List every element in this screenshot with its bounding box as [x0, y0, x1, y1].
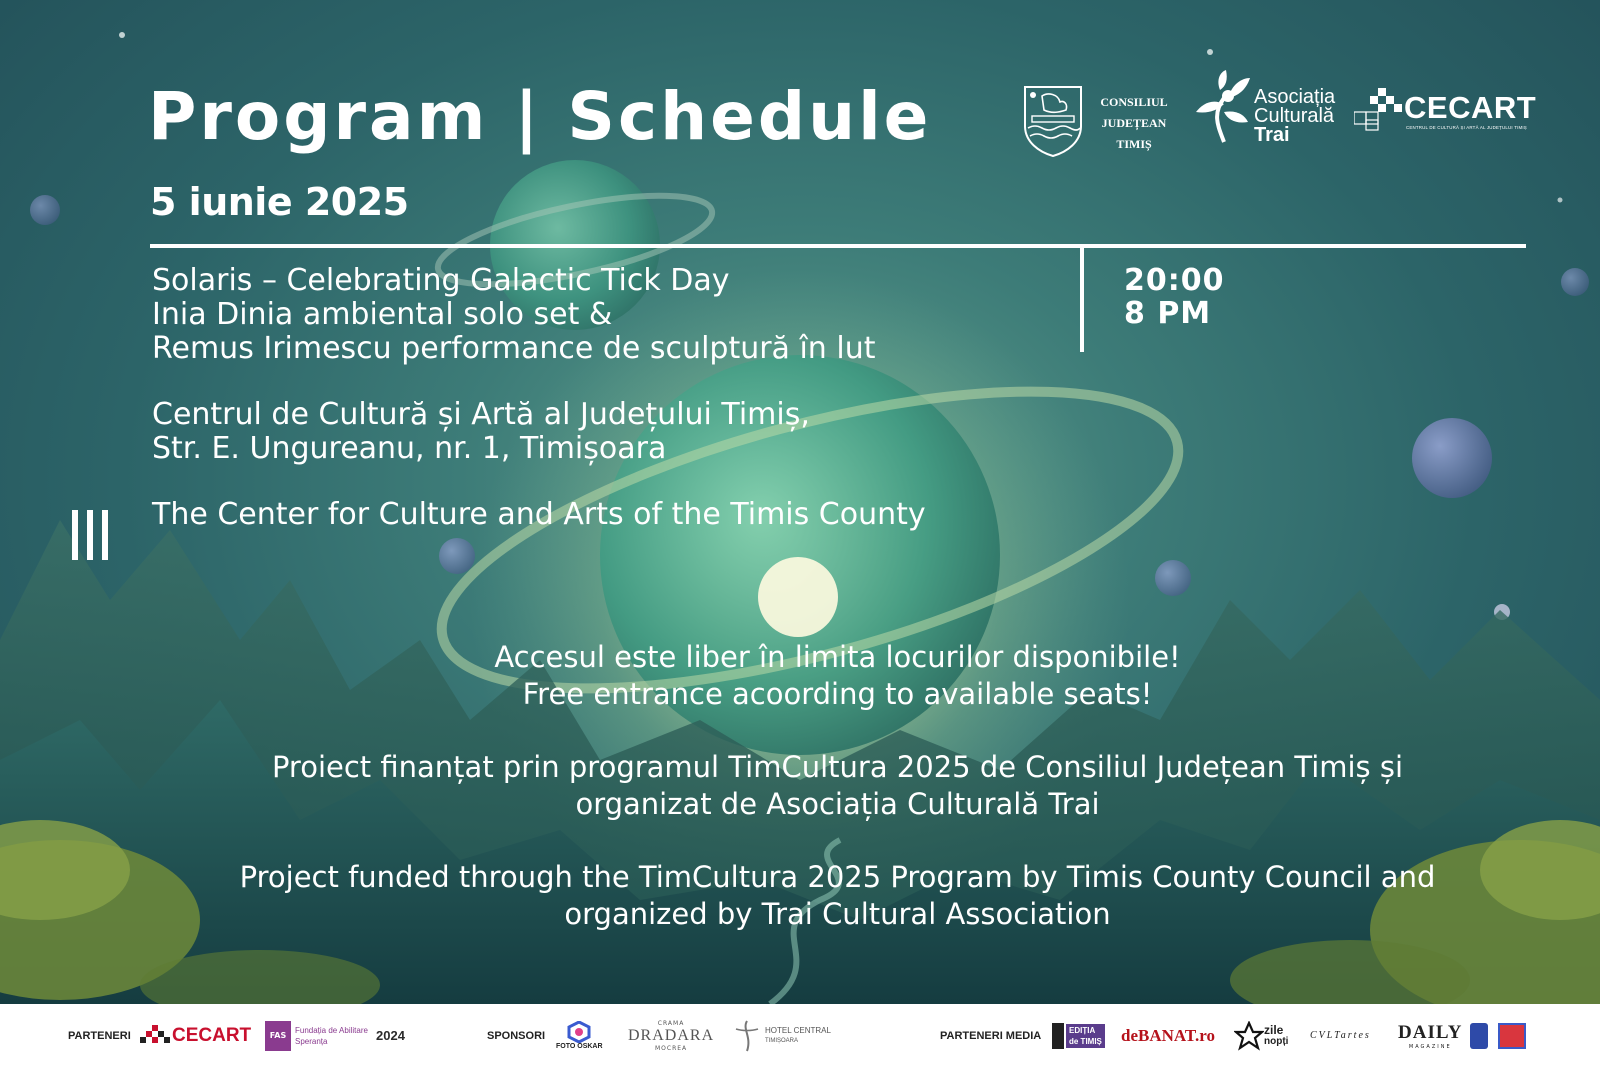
camera-aperture-icon [567, 1021, 591, 1043]
trai-flower-icon [1194, 68, 1254, 144]
sponsor-dradara-logo: CRAMA DRADARA MOCREA [628, 1019, 715, 1052]
cecart-mini-icon [140, 1023, 170, 1049]
cecart-logo-subtitle: CENTRUL DE CULTURĂ ȘI ARTĂ AL JUDEȚULUI TIMIȘ [1406, 125, 1527, 130]
trai-logo-line-2: Culturală [1254, 105, 1335, 127]
funding-notice-en-2: organized by Trai Cultural Association [564, 897, 1111, 931]
header-divider [150, 244, 1526, 248]
u-badge-icon [1470, 1023, 1488, 1049]
media-debanat-logo: deBANAT.ro [1121, 1025, 1215, 1045]
media-partners-label: PARTENERI MEDIA [940, 1029, 1042, 1042]
venue-line-1: Centrul de Cultură și Artă al Județului Timiș, [152, 397, 810, 432]
funding-notice-ro-1: Proiect finanțat prin programul TimCultura 2025 de Consiliul Județean Timiș și [271, 750, 1404, 784]
media-zile-nopti-logo: zile nopți [1234, 1004, 1288, 1067]
event-title: Solaris – Celebrating Galactic Tick Day [152, 263, 730, 298]
funding-notice-ro-2: organizat de Asociația Culturală Trai [575, 787, 1100, 821]
event-time-12h: 8 PM [1124, 296, 1212, 331]
media-daily-magazine-logo: DAILY MAGAZINE [1398, 1021, 1463, 1050]
page-title: Program | Schedule [148, 78, 932, 155]
cecart-logo [1354, 88, 1537, 136]
event-line-2: Inia Dinia ambiental solo set & [152, 297, 613, 332]
county-crest-icon [1022, 84, 1084, 158]
media-cvltartes-logo: CVLTartes [1310, 1030, 1371, 1041]
fas-name-line-1: Fundația de Abilitare [295, 1025, 368, 1035]
purple-moon [1412, 418, 1492, 498]
event-time-24h: 20:00 [1124, 263, 1225, 298]
partner-2024-logo: 2024 [376, 1028, 405, 1043]
fas-name-line-2: Speranța [295, 1036, 328, 1046]
hotel-figure-icon [732, 1019, 762, 1053]
trai-logo [1194, 68, 1334, 148]
red-badge-icon [1498, 1023, 1526, 1049]
access-notice-ro: Accesul este liber în limita locurilor disponibile! [494, 640, 1181, 674]
venue-english: The Center for Culture and Arts of the Timis County [152, 497, 926, 532]
sun [758, 557, 838, 637]
council-logo-line-1: CONSILIUL [1100, 95, 1168, 109]
trai-logo-line-1: Asociația [1254, 86, 1336, 108]
council-logo-line-3: TIMIȘ [1116, 137, 1152, 151]
cecart-squares-icon [1354, 88, 1402, 132]
partners-label: PARTENERI [68, 1029, 131, 1042]
council-logo [1022, 84, 1172, 160]
funding-notice-en-1: Project funded through the TimCultura 2025 Program by Timis County Council and [239, 860, 1436, 894]
media-red-badge-logo [1498, 1004, 1526, 1067]
event-line-3: Remus Irimescu performance de sculptură în lut [152, 331, 876, 366]
media-editia-de-timis-logo: EDIȚIA de TIMIȘ [1052, 1004, 1105, 1067]
sponsor-footer [0, 1004, 1600, 1067]
venue-line-2: Str. E. Ungureanu, nr. 1, Timișoara [152, 431, 667, 466]
partner-cecart-text: CECART [172, 1024, 252, 1046]
partner-fas-logo [265, 1004, 368, 1067]
partner-cecart-logo [140, 1004, 251, 1067]
sponsor-hotel-central-logo: HOTEL CENTRAL TIMIȘOARA [732, 1004, 831, 1067]
cecart-logo-text: CECART [1404, 90, 1537, 125]
council-logo-line-2: JUDEȚEAN [1101, 116, 1167, 130]
time-divider [1080, 248, 1084, 352]
media-u-logo [1470, 1004, 1488, 1067]
sponsor-foto-oskar-logo: FOTO OSKAR [556, 1004, 603, 1067]
fas-badge: FAS [265, 1021, 291, 1051]
sponsors-label: SPONSORI [487, 1029, 546, 1042]
event-date: 5 iunie 2025 [150, 180, 409, 224]
decorative-bars-icon [72, 510, 117, 564]
access-notice-en: Free entrance acoording to available seats! [522, 677, 1153, 711]
star-icon [1234, 1021, 1264, 1051]
trai-logo-line-3: Trai [1254, 124, 1290, 146]
